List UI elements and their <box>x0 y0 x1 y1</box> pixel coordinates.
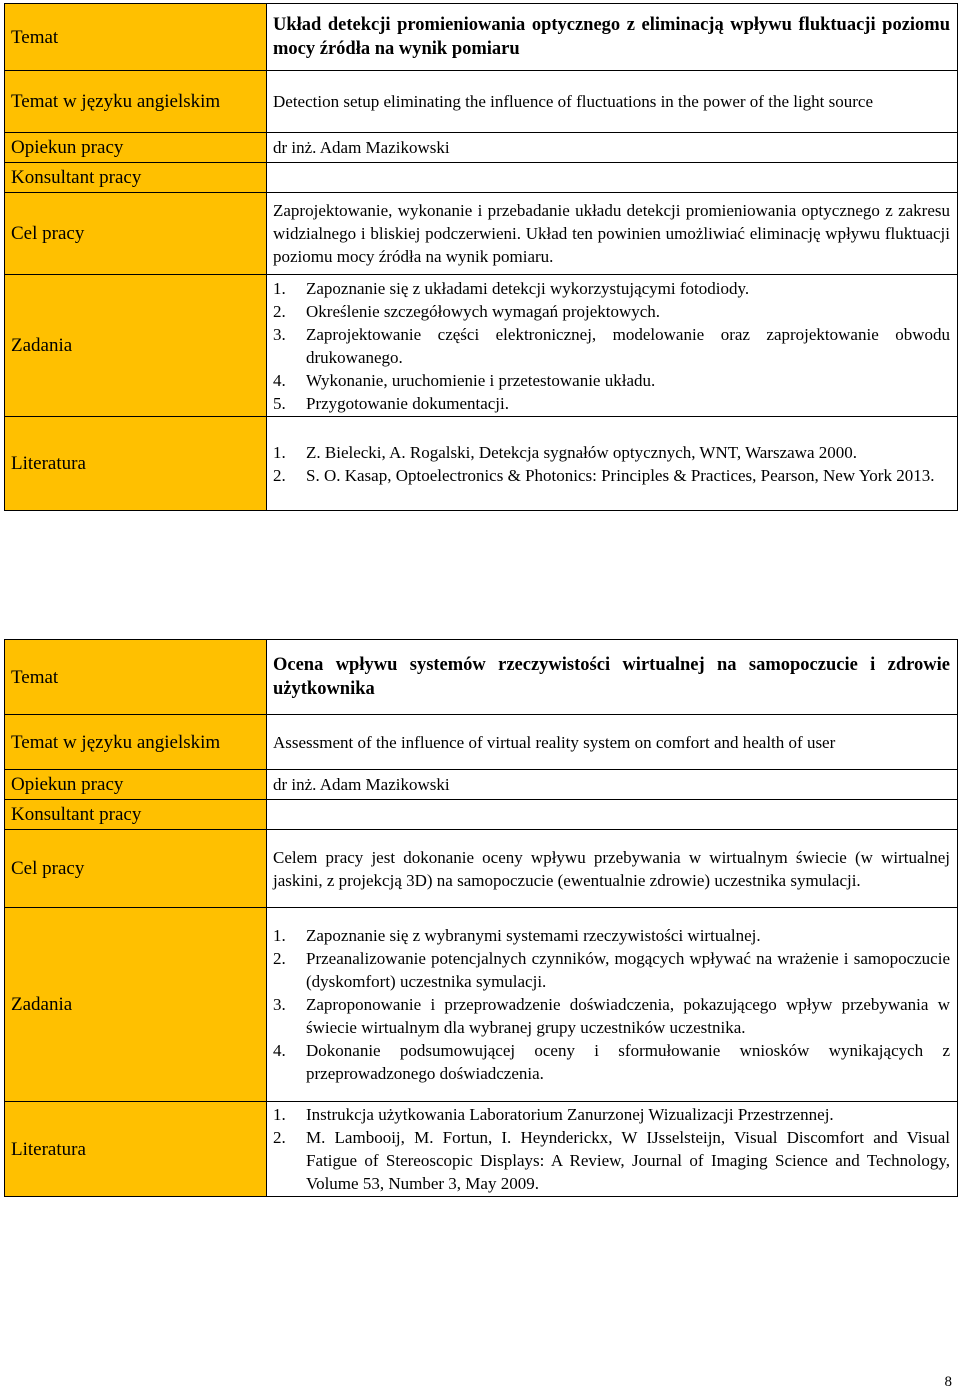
thesis-title-text: Układ detekcji promieniowania optycznego z eliminacją wpływu fluktuacji poziomu mocy źródła na wynik pomiaru <box>273 15 950 59</box>
supervisor-value: dr inż. Adam Mazikowski <box>267 133 958 163</box>
label-consultant: Konsultant pracy <box>5 163 267 193</box>
literature-list <box>273 441 950 487</box>
tasks-list <box>273 277 950 415</box>
label-topic: Temat <box>5 640 267 715</box>
label-goal: Cel pracy <box>5 193 267 275</box>
consultant-value <box>267 163 958 193</box>
thesis-title-text: Ocena wpływu systemów rzeczywistości wirtualnej na samopoczucie i zdrowie użytkownika <box>273 655 950 699</box>
list-item: 1. Zapoznanie się z układami detekcji wykorzystującymi fotodiody. <box>273 278 750 298</box>
list-item: 3. Zaprojektowanie części elektronicznej, modelowanie oraz zaprojektowanie obwodu drukowanego. <box>273 324 950 367</box>
list-item: 4. Wykonanie, uruchomienie i przetestowanie układu. <box>273 370 656 390</box>
label-literature: Literatura <box>5 417 267 511</box>
literature-list <box>273 1103 950 1195</box>
label-topic-en: Temat w języku angielskim <box>5 715 267 770</box>
label-supervisor: Opiekun pracy <box>5 133 267 163</box>
list-item: 4. Dokonanie podsumowującej oceny i sformułowanie wniosków wynikających z przeprowadzonego doświadczenia. <box>273 1041 950 1083</box>
thesis-title <box>267 640 958 715</box>
list-item: 3. Zaproponowanie i przeprowadzenie doświadczenia, pokazującego wpływ przebywania w świecie wirtualnym dla wybranej grupy uczestników uczestnika. <box>273 995 950 1037</box>
label-literature: Literatura <box>5 1102 267 1197</box>
label-consultant: Konsultant pracy <box>5 800 267 830</box>
label-topic-en: Temat w języku angielskim <box>5 71 267 133</box>
tasks-list <box>273 924 950 1085</box>
consultant-value <box>267 800 958 830</box>
label-tasks: Zadania <box>5 275 267 417</box>
label-supervisor: Opiekun pracy <box>5 770 267 800</box>
tasks-list-cell <box>267 908 958 1102</box>
label-tasks: Zadania <box>5 908 267 1102</box>
list-item: 2. Przeanalizowanie potencjalnych czynników, mogących wpływać na wrażenie i samopoczucie (dyskomfort) uczestnika symulacji. <box>273 949 950 991</box>
tasks-list-cell <box>267 275 958 417</box>
page-number: 8 <box>944 1374 952 1390</box>
thesis-title-en: Assessment of the influence of virtual reality system on comfort and health of user <box>267 715 958 770</box>
list-item: 1. Z. Bielecki, A. Rogalski, Detekcja sygnałów optycznych, WNT, Warszawa 2000. <box>273 442 857 462</box>
list-item: 2. M. Lambooij, M. Fortun, I. Heynderickx, W IJsselsteijn, Visual Discomfort and Visual Fatigue of Stereoscopic Displays: A Review, Journal of Imaging Science and Technology, Volume 53, Number 3, May 2009. <box>273 1128 950 1193</box>
thesis-title-en: Detection setup eliminating the influence of fluctuations in the power of the light source <box>267 71 958 133</box>
list-item: 2. S. O. Kasap, Optoelectronics & Photonics: Principles & Practices, Pearson, New York 2013. <box>273 465 935 485</box>
thesis-title <box>267 4 958 71</box>
thesis-table-1 <box>4 3 958 511</box>
literature-list-cell <box>267 417 958 511</box>
goal-value: Celem pracy jest dokonanie oceny wpływu przebywania w wirtualnym świecie (w wirtualnej jaskini, z projekcją 3D) na samopoczucie (ewentualnie zdrowie) uczestnika symulacji. <box>267 830 958 908</box>
supervisor-value: dr inż. Adam Mazikowski <box>267 770 958 800</box>
list-item: 2. Określenie szczegółowych wymagań projektowych. <box>273 301 661 321</box>
literature-list-cell <box>267 1102 958 1197</box>
list-item: 1. Zapoznanie się z wybranymi systemami rzeczywistości wirtualnej. <box>273 926 761 945</box>
thesis-table-2 <box>4 639 958 1197</box>
list-item: 1. Instrukcja użytkowania Laboratorium Zanurzonej Wizualizacji Przestrzennej. <box>273 1105 834 1124</box>
label-goal: Cel pracy <box>5 830 267 908</box>
label-topic: Temat <box>5 4 267 71</box>
goal-value: Zaprojektowanie, wykonanie i przebadanie układu detekcji promieniowania optycznego z zakresu widzialnego i bliskiej podczerwieni. Układ ten powinien umożliwiać eliminację wpływu fluktuacji poziomu mocy źródła na wynik pomiaru. <box>267 193 958 275</box>
list-item: 5. Przygotowanie dokumentacji. <box>273 393 510 413</box>
